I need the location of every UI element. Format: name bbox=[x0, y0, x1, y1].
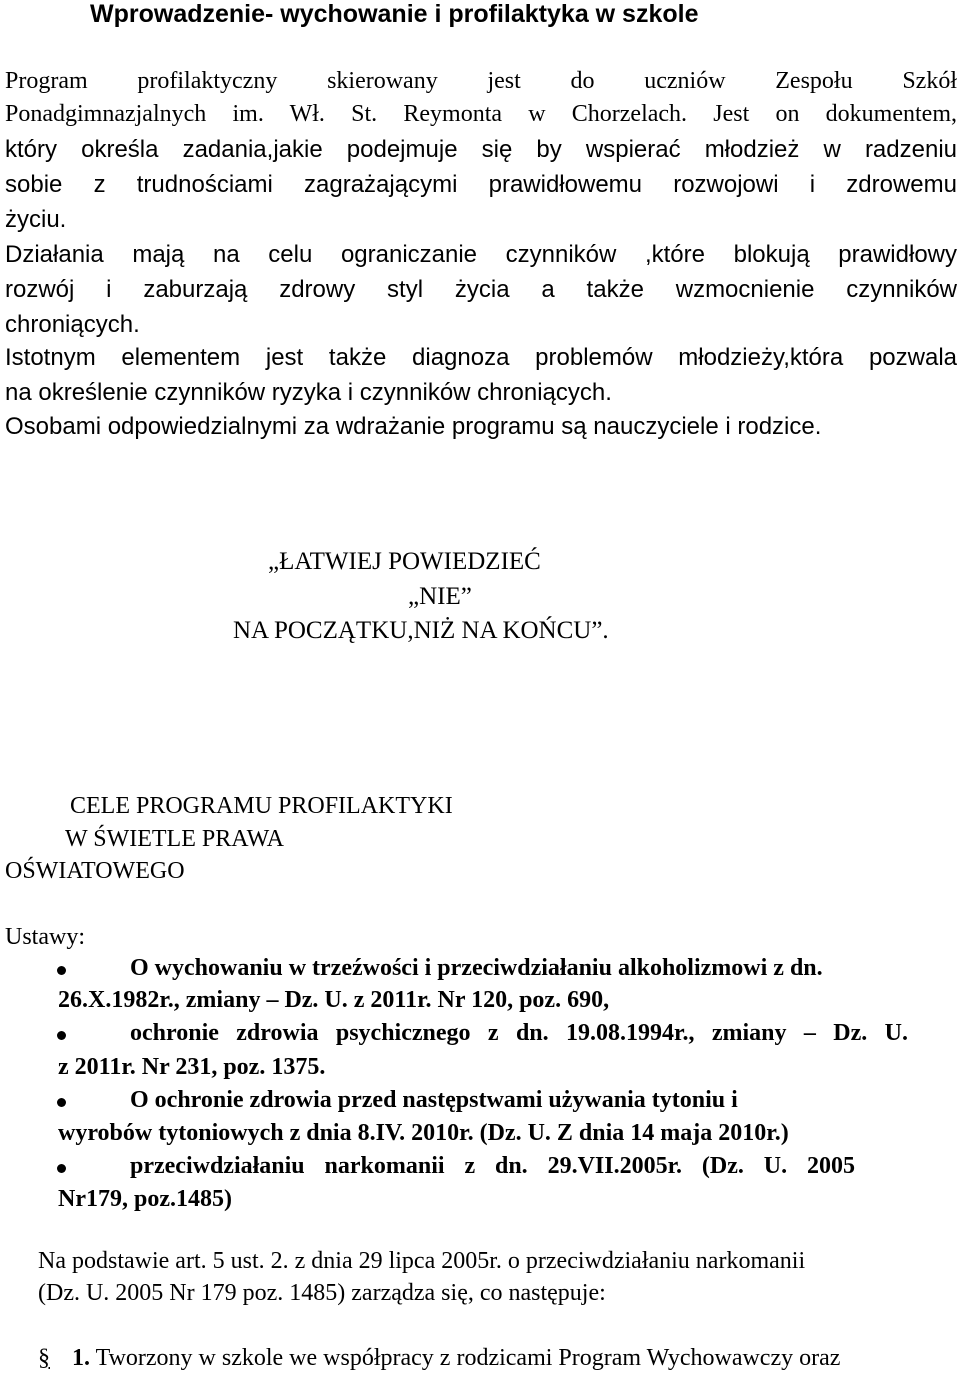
bullet-icon bbox=[57, 1098, 66, 1107]
act-4-line-1: przeciwdziałaniu narkomanii z dn. 29.VII.2005r. (Dz. U. 2005 bbox=[130, 1153, 855, 1179]
slogan-line-1: „ŁATWIEJ POWIEDZIEĆ bbox=[268, 548, 541, 575]
intro-line-7: rozwój i zaburzają zdrowy styl życia a także wzmocnienie czynników bbox=[5, 276, 957, 303]
bullet-icon bbox=[57, 1164, 66, 1173]
act-3-line-2: wyrobów tytoniowych z dnia 8.IV. 2010r. (Dz. U. Z dnia 14 maja 2010r.) bbox=[58, 1120, 789, 1146]
goals-title-line-2: W ŚWIETLE PRAWA bbox=[65, 826, 284, 852]
goals-title-line-1: CELE PROGRAMU PROFILAKTYKI bbox=[70, 793, 453, 819]
intro-line-8: chroniących. bbox=[5, 311, 140, 338]
intro-line-1: Program profilaktyczny skierowany jest do uczniów Zespołu Szkół bbox=[5, 68, 957, 94]
intro-line-3: który określa zadania,jakie podejmuje się by wspierać młodzież w radzeniu bbox=[5, 136, 957, 163]
slogan-line-2: „NIE” bbox=[408, 583, 472, 610]
intro-line-5: życiu. bbox=[5, 206, 67, 233]
act-2-line-2: z 2011r. Nr 231, poz. 1375. bbox=[58, 1054, 326, 1080]
acts-label: Ustawy: bbox=[5, 924, 85, 950]
bullet-icon bbox=[57, 966, 66, 975]
intro-line-11: Osobami odpowiedzialnymi za wdrażanie programu są nauczyciele i rodzice. bbox=[5, 413, 822, 440]
basis-line-1: Na podstawie art. 5 ust. 2. z dnia 29 lipca 2005r. o przeciwdziałaniu narkomanii bbox=[38, 1248, 806, 1274]
basis-line-2: (Dz. U. 2005 Nr 179 poz. 1485) zarządza się, co następuje: bbox=[38, 1280, 606, 1306]
bullet-icon bbox=[57, 1031, 66, 1040]
intro-line-2: Ponadgimnazjalnych im. Wł. St. Reymonta w Chorzelach. Jest on dokumentem, bbox=[5, 101, 957, 127]
act-3-line-1: O ochronie zdrowia przed następstwami używania tytoniu i bbox=[130, 1087, 738, 1113]
section-number: 1. bbox=[72, 1345, 90, 1371]
intro-line-6: Działania mają na celu ograniczanie czynników ,które blokują prawidłowy bbox=[5, 241, 957, 268]
section-text: Tworzony w szkole we współpracy z rodzicami Program Wychowawczy oraz bbox=[95, 1345, 841, 1371]
slogan-line-3: NA POCZĄTKU,NIŻ NA KOŃCU”. bbox=[233, 617, 609, 644]
act-1-line-2: 26.X.1982r., zmiany – Dz. U. z 2011r. Nr 120, poz. 690, bbox=[58, 987, 610, 1013]
section-marker: § bbox=[38, 1345, 50, 1371]
goals-title-line-3: OŚWIATOWEGO bbox=[5, 858, 185, 884]
intro-line-10: na określenie czynników ryzyka i czynników chroniących. bbox=[5, 379, 612, 406]
act-4-line-2: Nr179, poz.1485) bbox=[58, 1186, 232, 1212]
act-1-line-1: O wychowaniu w trzeźwości i przeciwdziałaniu alkoholizmowi z dn. bbox=[130, 955, 823, 981]
intro-line-9: Istotnym elementem jest także diagnoza problemów młodzieży,która pozwala bbox=[5, 344, 957, 371]
section-1-line bbox=[38, 1345, 840, 1372]
document-heading: Wprowadzenie- wychowanie i profilaktyka w szkole bbox=[90, 0, 699, 28]
intro-line-4: sobie z trudnościami zagrażającymi prawidłowemu rozwojowi i zdrowemu bbox=[5, 171, 957, 198]
act-2-line-1: ochronie zdrowia psychicznego z dn. 19.08.1994r., zmiany – Dz. U. bbox=[130, 1020, 908, 1046]
